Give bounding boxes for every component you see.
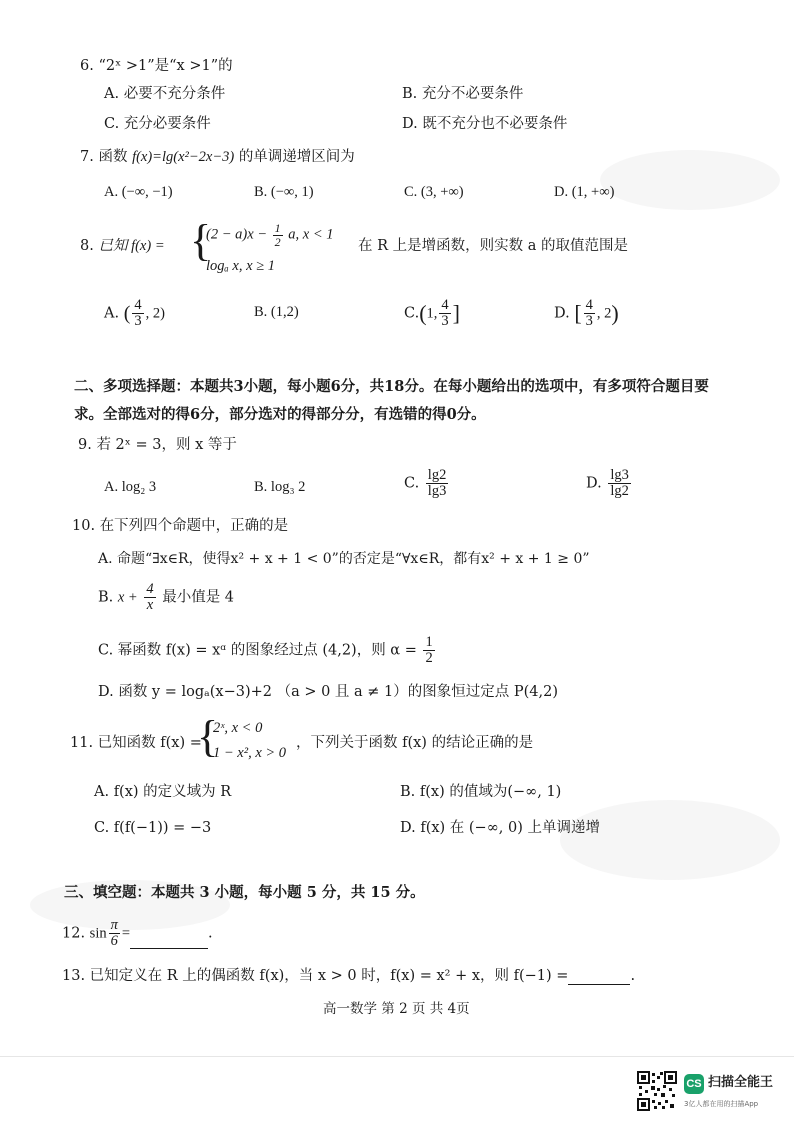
question-stem-pre: 已知 f(x) = <box>98 238 165 254</box>
question-stem: “2ˣ >1”是“x >1”的 <box>98 58 233 74</box>
option-a: A. 必要不充分条件 <box>104 86 226 102</box>
question-stem-post: 在 R 上是增函数，则实数 a 的取值范围是 <box>358 238 628 254</box>
option-b: B. x + $\frac{4}{x}$ 最小值是 4 <box>98 581 235 614</box>
scanner-tagline: 3亿人都在用的扫描App <box>684 1100 759 1108</box>
question-6 <box>80 58 233 75</box>
question-8 <box>80 238 165 255</box>
option-b: B. (1,2) <box>254 304 299 320</box>
question-number: 13. <box>62 968 86 984</box>
section-2-header-line-1: 二、多项选择题：本题共3小题，每小题6分，共18分。在每小题给出的选项中，有多项符合题目要 <box>74 378 709 395</box>
option-b: B. f(x) 的值域为(−∞, 1) <box>400 784 562 800</box>
fraction: $\frac{1}{2}$ <box>274 221 281 249</box>
option-d: D. [ $\frac{4}{3}$ , 2) <box>554 297 619 330</box>
piecewise-brace: { <box>190 216 212 265</box>
scan-smudge <box>600 150 780 210</box>
question-stem: 在下列四个命题中，正确的是 <box>99 518 289 534</box>
option-c: C. 充分必要条件 <box>104 116 211 132</box>
scanner-app-name: 扫描全能王 <box>708 1075 774 1090</box>
scanner-logo-badge: CS <box>684 1074 704 1094</box>
option-a: A. f(x) 的定义域为 R <box>94 784 232 800</box>
option-d: D. 既不充分也不必要条件 <box>402 116 568 132</box>
option-a: A. ( $\frac{4}{3}$ , 2) <box>104 297 165 330</box>
question-stem-pre: 函数 <box>98 149 128 165</box>
scan-edge-divider <box>0 1056 794 1057</box>
fraction: $\frac{4}{3}$ <box>585 297 593 330</box>
fraction: $\frac{4}{x}$ <box>146 581 154 614</box>
fraction: $\frac{4}{3}$ <box>134 297 142 330</box>
question-7 <box>80 149 355 166</box>
question-11 <box>70 735 202 752</box>
option-a: A. log₂ 3 <box>104 479 157 495</box>
question-10 <box>72 518 288 535</box>
section-2-header-line-2: 求。全部选对的得6分，部分选对的得部分分，有选错的得0分。 <box>74 406 486 423</box>
section-3-header: 三、填空题：本题共 3 小题，每小题 5 分，共 15 分。 <box>64 884 425 901</box>
question-number: 10. <box>72 518 96 534</box>
page-footer: 高一数学 第 2 页 共 4页 <box>323 1001 470 1017</box>
question-stem: 已知定义在 R 上的偶函数 f(x)，当 x > 0 时，f(x) = x² + x，则 f(−1) = <box>89 968 569 984</box>
option-c: C. $\frac{\lg 2}{\lg 3}$ <box>404 467 447 500</box>
question-stem: 若 2ˣ = 3，则 x 等于 <box>96 437 237 453</box>
piecewise-case-1: 2ˣ, x < 0 <box>213 720 263 736</box>
option-b: B. log₃ 2 <box>254 479 306 495</box>
question-stem-post: ，下列关于函数 f(x) 的结论正确的是 <box>296 735 534 751</box>
qr-code-icon <box>637 1071 677 1116</box>
question-number: 8. <box>80 238 94 254</box>
fraction: $\frac{\pi}{6}$ <box>110 917 118 950</box>
piecewise-case-1: (2 − a)x − $\frac{1}{2}$ a, x < 1 <box>206 221 334 249</box>
question-number: 12. <box>62 925 86 942</box>
piecewise-brace: { <box>197 712 219 761</box>
option-b: B. (−∞, 1) <box>254 184 314 200</box>
question-12: 12. sin $\frac{\pi}{6}$ = . <box>62 917 213 950</box>
question-stem-post: 的单调递增区间为 <box>238 149 355 165</box>
option-b: B. 充分不必要条件 <box>402 86 524 102</box>
question-number: 7. <box>80 149 94 165</box>
option-c: C. 幂函数 f(x) = xᵅ 的图象经过点 (4,2)，则 α = $\frac{1}{2}$ <box>98 634 433 667</box>
answer-blank <box>130 932 208 949</box>
fraction: $\frac{\lg 2}{\lg 3}$ <box>427 467 447 500</box>
option-c: C.(1, $\frac{4}{3}$ ] <box>404 297 460 330</box>
question-9 <box>78 437 237 454</box>
fraction: $\frac{1}{2}$ <box>425 634 433 667</box>
question-number: 11. <box>70 735 94 751</box>
question-number: 6. <box>80 58 94 74</box>
piecewise-case-2: logₐ x, x ≥ 1 <box>206 258 275 274</box>
piecewise-case-2: 1 − x², x > 0 <box>213 745 287 761</box>
option-a: A. (−∞, −1) <box>104 184 173 200</box>
question-13: 13. 已知定义在 R 上的偶函数 f(x)，当 x > 0 时，f(x) = x² + x，则 f(−1) = . <box>62 968 636 984</box>
question-number: 9. <box>78 437 92 453</box>
option-d: D. (1, +∞) <box>554 184 615 200</box>
option-c: C. (3, +∞) <box>404 184 464 200</box>
fraction: $\frac{4}{3}$ <box>441 297 449 330</box>
function-expression: f(x)=lg(x²−2x−3) <box>132 149 235 165</box>
answer-blank <box>568 968 630 985</box>
option-d: D. 函数 y = logₐ(x−3)+2 （a > 0 且 a ≠ 1）的图象恒过定点 P(4,2) <box>98 684 559 700</box>
option-d: D. f(x) 在 (−∞, 0) 上单调递增 <box>400 820 600 836</box>
option-c: C. f(f(−1)) = −3 <box>94 820 212 836</box>
fraction: $\frac{\lg 3}{\lg 2}$ <box>610 467 629 500</box>
option-d: D. $\frac{\lg 3}{\lg 2}$ <box>586 467 629 500</box>
option-a: A. 命题“∃x∈R，使得x² + x + 1 < 0”的否定是“∀x∈R，都有x² + x + 1 ≥ 0” <box>98 551 590 567</box>
scan-smudge <box>560 800 780 880</box>
question-stem-pre: 已知函数 f(x) = <box>97 735 202 751</box>
